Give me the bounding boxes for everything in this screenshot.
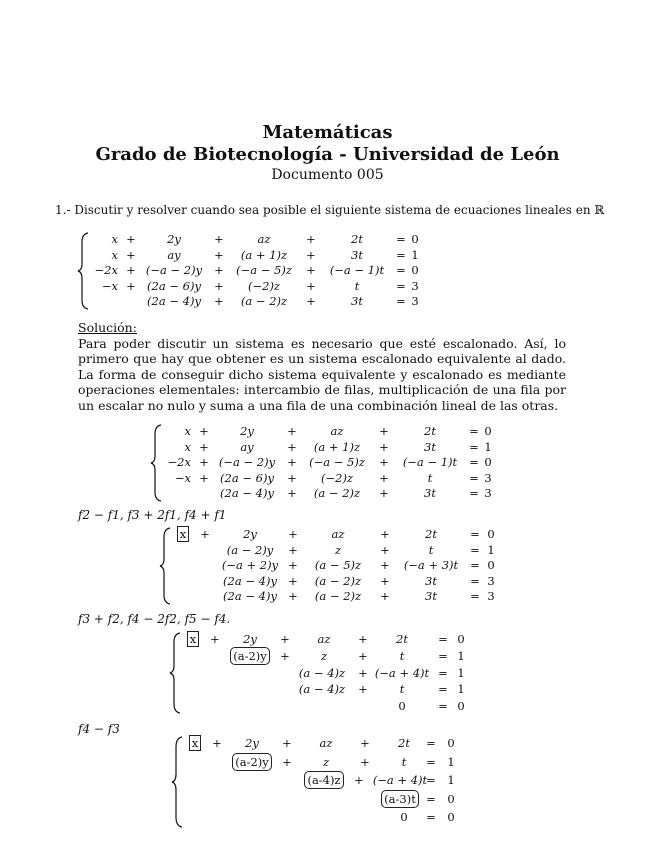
- system0-r0-c8: 0: [411, 232, 419, 246]
- system0-r1-c0: x: [111, 247, 118, 262]
- system4-r1-c1: z: [322, 754, 330, 769]
- brace-system4: [172, 736, 184, 828]
- system0-r2-c2: (−a − 2)y: [145, 263, 203, 278]
- system3-r1-c4: =: [438, 648, 448, 663]
- system3-r1-c1: z: [320, 648, 328, 663]
- system2-r3-c3: (a − 2)z: [314, 573, 362, 588]
- document-subtitle: Grado de Biotecnología - Universidad de León: [95, 144, 560, 165]
- system4-r4-c2: 0: [447, 810, 455, 825]
- system1-r1-c0: x: [184, 439, 191, 454]
- system2-r4-c4: +: [380, 589, 390, 604]
- system2-r2-c4: +: [380, 558, 390, 573]
- system4-r2-c2: =: [426, 773, 436, 788]
- system1-r0-c2: 2y: [240, 424, 254, 438]
- system2-r0-c5: 2t: [425, 527, 437, 541]
- system3: [184, 632, 484, 716]
- system3-r0-c2: +: [280, 632, 290, 646]
- solution-label: Solución:: [78, 320, 137, 335]
- system2-r0-c4: +: [380, 527, 390, 541]
- system1-r4-c5: +: [379, 486, 389, 501]
- operation-1: f2 − f1, f3 + 2f1, f4 + f1: [78, 508, 227, 522]
- system1: [163, 424, 503, 504]
- system3-r2-c4: 1: [457, 665, 465, 680]
- document-number: Documento 005: [271, 167, 384, 183]
- system0-r4-c2: (2a − 4)y: [147, 294, 201, 309]
- system3-r1-c5: 1: [457, 648, 465, 663]
- system1-r3-c3: +: [287, 470, 297, 485]
- system4-r3-c1: 0: [447, 791, 455, 806]
- system3-pivot-y: (a-2)y: [226, 649, 274, 663]
- system3-r3-c4: 1: [457, 682, 465, 697]
- system0-r2-c7: =: [396, 263, 406, 278]
- system0-r1-c2: ay: [167, 247, 181, 262]
- system0-r3-c7: =: [396, 278, 406, 293]
- system4-r0-c3: az: [319, 736, 333, 750]
- document-title: Matemáticas: [262, 122, 393, 143]
- system2-r2-c2: +: [288, 558, 298, 573]
- system2-r4-c2: +: [288, 589, 298, 604]
- system2-r3-c2: +: [288, 573, 298, 588]
- system0-r1-c4: (a + 1)z: [240, 247, 288, 262]
- system1-r4-c2: (2a − 4)y: [220, 486, 274, 501]
- system1-r0-c7: =: [469, 424, 479, 438]
- system1-r2-c1: +: [199, 455, 209, 470]
- system0-r3-c0: −x: [101, 278, 118, 293]
- system1-r3-c6: t: [427, 470, 433, 485]
- system2-r2-c7: 0: [487, 558, 495, 573]
- system4: [186, 736, 486, 828]
- system2-r4-c1: (2a − 4)y: [223, 589, 277, 604]
- system4-pivot-t: (a-3)t: [376, 792, 424, 806]
- system0-r1-c5: +: [306, 247, 316, 262]
- system3-r4-c1: =: [438, 699, 448, 714]
- system0-r2-c1: +: [126, 263, 136, 278]
- system2-r2-c6: =: [470, 558, 480, 573]
- system0-r4-c4: (a − 2)z: [240, 294, 288, 309]
- system2-r0-c0: +: [200, 527, 210, 541]
- system0: [90, 232, 430, 312]
- system4-r1-c0: +: [282, 754, 292, 769]
- system2-r0-c1: 2y: [243, 527, 257, 541]
- system3-r2-c2: (−a + 4)t: [374, 665, 430, 680]
- system2-r2-c1: (−a + 2)y: [221, 558, 279, 573]
- system1-r0-c5: +: [379, 424, 389, 438]
- system0-r3-c8: 3: [411, 278, 419, 293]
- system3-r0-c6: =: [438, 632, 448, 646]
- system3-r1-c0: +: [280, 648, 290, 663]
- system1-r2-c4: (−a − 5)z: [309, 455, 365, 470]
- system3-r0-c4: +: [358, 632, 368, 646]
- system2-r2-c5: (−a + 3)t: [403, 558, 459, 573]
- system2-r3-c5: 3t: [425, 573, 437, 588]
- system3-r0-c0: +: [210, 632, 220, 646]
- system1-r0-c6: 2t: [424, 424, 436, 438]
- system2: [174, 527, 494, 607]
- system2-r0-c6: =: [470, 527, 480, 541]
- system1-r2-c0: −2x: [167, 455, 191, 470]
- brace-system0: [78, 232, 90, 310]
- system0-r2-c3: +: [214, 263, 224, 278]
- system4-pivot-y: (a-2)y: [228, 755, 276, 769]
- system0-r0-c1: +: [126, 232, 136, 246]
- system3-r1-c2: +: [358, 648, 368, 663]
- system3-r4-c0: 0: [398, 699, 406, 714]
- system4-pivot-x: x: [186, 736, 204, 750]
- system1-r0-c3: +: [287, 424, 297, 438]
- solution-block: [78, 320, 566, 414]
- system1-r2-c7: =: [469, 455, 479, 470]
- system1-r0-c4: az: [330, 424, 344, 438]
- system4-r0-c2: +: [282, 736, 292, 750]
- system3-r0-c1: 2y: [243, 632, 257, 646]
- system4-r4-c0: 0: [400, 810, 408, 825]
- system1-r2-c2: (−a − 2)y: [218, 455, 276, 470]
- system0-r2-c8: 0: [411, 263, 419, 278]
- system3-r2-c0: (a − 4)z: [298, 665, 346, 680]
- system1-r3-c4: (−2)z: [321, 470, 353, 485]
- system3-r0-c5: 2t: [396, 632, 408, 646]
- system2-r0-c2: +: [288, 527, 298, 541]
- system3-r3-c0: (a − 4)z: [298, 682, 346, 697]
- system1-r3-c2: (2a − 6)y: [220, 470, 274, 485]
- system1-r4-c7: =: [469, 486, 479, 501]
- system1-r1-c5: +: [379, 439, 389, 454]
- system1-r1-c3: +: [287, 439, 297, 454]
- system4-r1-c3: t: [401, 754, 407, 769]
- system1-r2-c8: 0: [484, 455, 492, 470]
- system1-r2-c6: (−a − 1)t: [402, 455, 458, 470]
- system2-r3-c1: (2a − 4)y: [223, 573, 277, 588]
- system4-r0-c6: =: [426, 736, 436, 750]
- system0-r4-c8: 3: [411, 294, 419, 309]
- system4-r2-c1: (−a + 4)t: [372, 773, 428, 788]
- brace-system2: [160, 527, 172, 605]
- system1-r4-c3: +: [287, 486, 297, 501]
- system0-r0-c5: +: [306, 232, 316, 246]
- system0-r4-c7: =: [396, 294, 406, 309]
- system4-r2-c3: 1: [447, 773, 455, 788]
- system1-r3-c8: 3: [484, 470, 492, 485]
- system3-r0-c7: 0: [457, 632, 465, 646]
- system4-r1-c2: +: [360, 754, 370, 769]
- system1-r4-c8: 3: [484, 486, 492, 501]
- system2-r1-c7: 1: [487, 542, 495, 557]
- operation-2: f3 + f2, f4 − 2f2, f5 − f4.: [78, 612, 231, 626]
- system0-r0-c0: x: [111, 232, 118, 246]
- system2-r1-c1: (a − 2)y: [226, 542, 274, 557]
- system4-r0-c1: 2y: [245, 736, 259, 750]
- system3-pivot-x: x: [184, 632, 202, 646]
- system2-pivot-x: x: [174, 527, 192, 541]
- operation-3: f4 − f3: [78, 722, 120, 736]
- system4-r0-c7: 0: [447, 736, 455, 750]
- system0-r2-c5: +: [306, 263, 316, 278]
- system0-r2-c0: −2x: [94, 263, 118, 278]
- system4-r1-c4: =: [426, 754, 436, 769]
- system2-r4-c5: 3t: [425, 589, 437, 604]
- system0-r0-c7: =: [396, 232, 406, 246]
- system1-r1-c7: =: [469, 439, 479, 454]
- system4-r0-c4: +: [360, 736, 370, 750]
- system1-r1-c1: +: [199, 439, 209, 454]
- system4-r0-c5: 2t: [398, 736, 410, 750]
- system0-r1-c8: 1: [411, 247, 419, 262]
- system1-r0-c1: +: [199, 424, 209, 438]
- system0-r0-c4: az: [257, 232, 271, 246]
- brace-system3: [170, 632, 182, 714]
- system3-r2-c3: =: [438, 665, 448, 680]
- system2-r3-c6: =: [470, 573, 480, 588]
- system2-r3-c7: 3: [487, 573, 495, 588]
- system2-r1-c6: =: [470, 542, 480, 557]
- system0-r4-c3: +: [214, 294, 224, 309]
- system2-r1-c2: +: [288, 542, 298, 557]
- system2-r0-c3: az: [331, 527, 345, 541]
- system1-r1-c4: (a + 1)z: [313, 439, 361, 454]
- system1-r0-c8: 0: [484, 424, 492, 438]
- system4-r3-c0: =: [426, 791, 436, 806]
- system1-r3-c7: =: [469, 470, 479, 485]
- system2-r4-c6: =: [470, 589, 480, 604]
- system4-r2-c0: +: [354, 773, 364, 788]
- system4-r1-c5: 1: [447, 754, 455, 769]
- system2-r2-c3: (a − 5)z: [314, 558, 362, 573]
- system2-r4-c3: (a − 2)z: [314, 589, 362, 604]
- system1-r3-c0: −x: [174, 470, 191, 485]
- system2-r1-c3: z: [334, 542, 342, 557]
- system0-r4-c6: 3t: [351, 294, 363, 309]
- system2-r0-c7: 0: [487, 527, 495, 541]
- system0-r3-c3: +: [214, 278, 224, 293]
- system1-r2-c5: +: [379, 455, 389, 470]
- system0-r1-c1: +: [126, 247, 136, 262]
- system1-r0-c0: x: [184, 424, 191, 438]
- system0-r3-c6: t: [354, 278, 360, 293]
- system3-r3-c3: =: [438, 682, 448, 697]
- brace-system1: [151, 424, 163, 502]
- system1-r4-c6: 3t: [424, 486, 436, 501]
- system3-r1-c3: t: [399, 648, 405, 663]
- system1-r2-c3: +: [287, 455, 297, 470]
- system0-r1-c7: =: [396, 247, 406, 262]
- system0-r1-c6: 3t: [351, 247, 363, 262]
- system0-r4-c5: +: [306, 294, 316, 309]
- system4-pivot-z: (a-4)z: [300, 773, 348, 787]
- system3-r0-c3: az: [317, 632, 331, 646]
- system0-r3-c5: +: [306, 278, 316, 293]
- system0-r0-c6: 2t: [351, 232, 363, 246]
- system2-r4-c7: 3: [487, 589, 495, 604]
- system2-r1-c5: t: [428, 542, 434, 557]
- system0-r3-c4: (−2)z: [248, 278, 280, 293]
- problem-statement: 1.- Discutir y resolver cuando sea posible el siguiente sistema de ecuaciones lineales en ℝ: [55, 203, 605, 217]
- system2-r3-c4: +: [380, 573, 390, 588]
- system2-r1-c4: +: [380, 542, 390, 557]
- system0-r3-c1: +: [126, 278, 136, 293]
- system1-r1-c2: ay: [240, 439, 254, 454]
- system3-r3-c1: +: [358, 682, 368, 697]
- system0-r0-c2: 2y: [167, 232, 181, 246]
- system1-r3-c1: +: [199, 470, 209, 485]
- system3-r4-c2: 0: [457, 699, 465, 714]
- system1-r1-c6: 3t: [424, 439, 436, 454]
- system0-r3-c2: (2a − 6)y: [147, 278, 201, 293]
- system0-r2-c6: (−a − 1)t: [329, 263, 385, 278]
- system4-r0-c0: +: [212, 736, 222, 750]
- system1-r3-c5: +: [379, 470, 389, 485]
- solution-text: Para poder discutir un sistema es necesario que esté escalonado. Así, lo primero que hay que obtener es un sistema escalonado equivalente al dado. La forma de conseguir dicho sistema equivalente y escalonado es mediante operaciones elementales: intercambio de filas, multiplicación de una fila por un escalar no nulo y suma a una fila de una combinación lineal de las otras.: [78, 335, 566, 413]
- system0-r1-c3: +: [214, 247, 224, 262]
- system0-r2-c4: (−a − 5)z: [236, 263, 292, 278]
- system3-r2-c1: +: [358, 665, 368, 680]
- system3-r3-c2: t: [399, 682, 405, 697]
- system1-r1-c8: 1: [484, 439, 492, 454]
- system0-r0-c3: +: [214, 232, 224, 246]
- system1-r4-c4: (a − 2)z: [313, 486, 361, 501]
- system4-r4-c1: =: [426, 810, 436, 825]
